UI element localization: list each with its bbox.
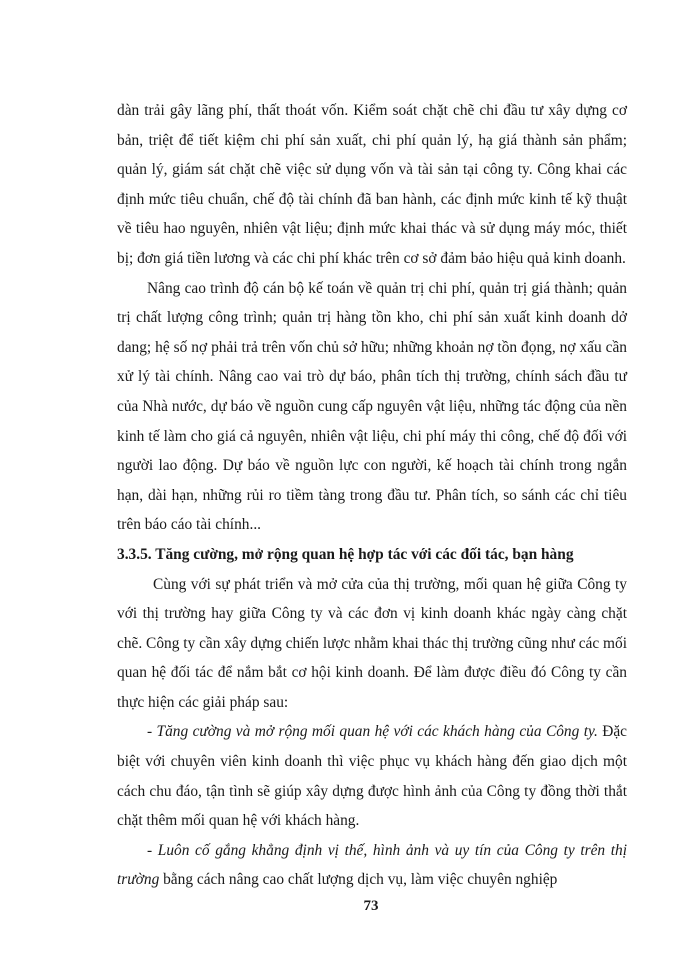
section-heading: 3.3.5. Tăng cường, mở rộng quan hệ hợp tác với các đối tác, bạn hàng [117,545,574,563]
bullet-reputation [117,836,627,895]
paragraph-cost-control: dàn trải gây lãng phí, thất thoát vốn. Kiểm soát chặt chẽ chi đầu tư xây dựng cơ bản, triệt để tiết kiệm chi phí sản xuất, chi phí quản lý, hạ giá thành sản phẩm; quản lý, giám sát chặt chẽ việc sử dụng vốn và tài sản tại công ty. Công khai các định mức tiêu chuẩn, chế độ tài chính đã ban hành, các định mức kinh tế kỹ thuật về tiêu hao nguyên, nhiên vật liệu; định mức khai thác và sử dụng máy móc, thiết bị; đơn giá tiền lương và các chi phí khác trên cơ sở đảm bảo hiệu quả kinh doanh. [117,102,627,267]
bullet-customer-relations-text: Đặc biệt với chuyên viên kinh doanh thì việc phục vụ khách hàng đến giao dịch một cách chu đáo, tận tình sẽ giúp xây dựng được hình ảnh của Công ty đồng thời thắt chặt thêm mối quan hệ với khách hàng. [117,723,628,830]
bullet-reputation-text: bằng cách nâng cao chất lượng dịch vụ, làm việc chuyên nghiệp [159,871,558,889]
paragraph-accounting-staff: Nâng cao trình độ cán bộ kế toán về quản trị chi phí, quản trị giá thành; quản trị chất lượng công trình; quản trị hàng tồn kho, chi phí sản xuất kinh doanh dở dang; hệ số nợ phải trả trên vốn chủ sở hữu; những khoản nợ tồn đọng, nợ xấu cần xử lý tài chính. Nâng cao vai trò dự báo, phân tích thị trường, chính sách đầu tư của Nhà nước, dự báo về nguồn cung cấp nguyên vật liệu, những tác động của nền kinh tế làm cho giá cả nguyên, nhiên vật liệu, chi phí máy thi công, chế độ đối với người lao động. Dự báo về nguồn lực con người, kế hoạch tài chính trong ngắn hạn, dài hạn, những rủi ro tiềm tàng trong đầu tư. Phân tích, so sánh các chỉ tiêu trên báo cáo tài chính... [117,279,627,534]
page-number: 73 [363,898,379,914]
bullet-customer-relations [117,717,627,835]
bullet-customer-relations-italic: - Tăng cường và mở rộng mối quan hệ với các khách hàng của Công ty. [147,723,598,741]
document-page [117,96,627,895]
paragraph-market-relations: Cùng với sự phát triển và mở cửa của thị trường, mối quan hệ giữa Công ty với thị trường hay giữa Công ty và các đơn vị kinh doanh khác ngày càng chặt chẽ. Công ty cần xây dựng chiến lược nhằm khai thác thị trường cũng như các mối quan hệ đối tác để nắm bắt cơ hội kinh doanh. Để làm được điều đó Công ty cần thực hiện các giải pháp sau: [117,575,627,711]
bullet-reputation-italic: - Luôn cố gắng khẳng định vị thế, hình ảnh và uy tín của Công ty trên thị trường [117,841,627,889]
